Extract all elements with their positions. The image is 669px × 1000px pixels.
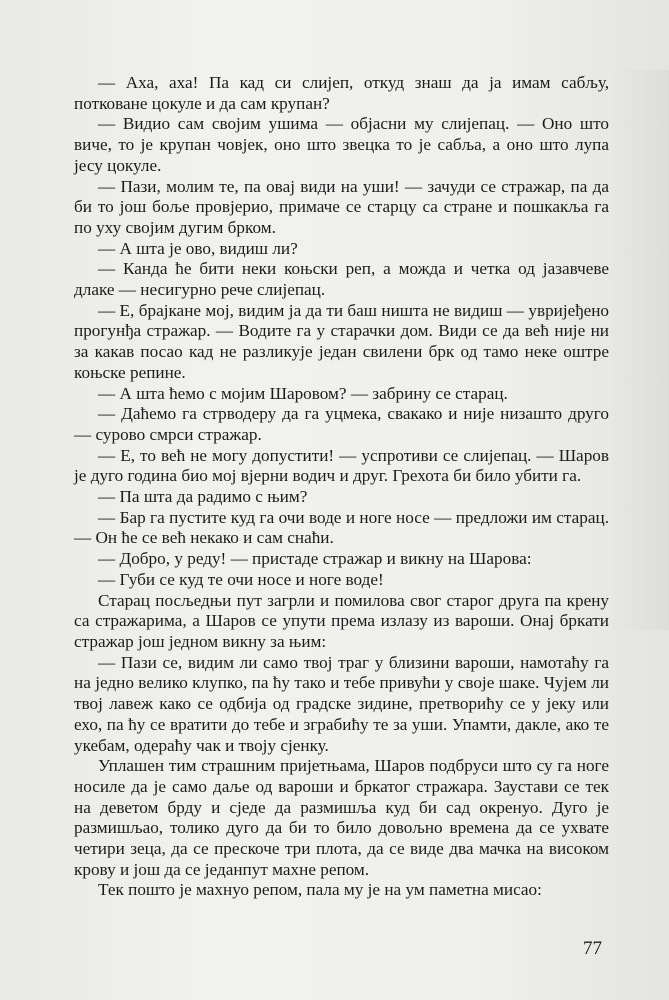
paragraph: — Бар га пустите куд га очи воде и ноге носе — предложи им старац. — Он ће се већ некако и сам снаћи. (74, 507, 609, 548)
paragraph: — Губи се куд те очи носе и ноге воде! (98, 569, 384, 589)
paragraph: — Е, то већ не могу допустити! — успротиви се слијепац. — Шаров је дуго година био мој вјерни водич и друг. Грехота би било убити га. (74, 445, 609, 486)
paragraph: — Пази, молим те, па овај види на уши! — зачуди се стражар, па да би то још боље провјерио, примаче се старцу са стране и пошкакља га по уху својим дугим брком. (74, 176, 609, 237)
paragraph: Старац посљедњи пут загрли и помилова свог старог друга па крену са стражарима, а Шаров се упути према излазу из вароши. Онај бркати стражар још једном викну за њим: (74, 590, 609, 651)
paragraph: — Аха, аха! Па кад си слијеп, откуд знаш да ја имам сабљу, потковане цокуле и да сам крупан? (74, 73, 609, 113)
paragraph: — Даћемо га стрводеру да га уцмека, свакако и није низашто друго — сурово смрси стражар. (74, 404, 609, 444)
paragraph: — Канда ће бити неки коњски реп, а можда и четка од јазавчеве длаке — несигурно рече слијепац. (74, 259, 609, 300)
paragraph: — Е, брајкане мој, видим ја да ти баш ништа не видиш — увријеђено прогунђа стражар. — Водите га у старачки дом. Види се да већ није ни за какав посао кад не разликује један свилени брк од тамо неке оштре коњске репине. (74, 300, 609, 382)
paragraph: — Добро, у реду! — пристаде стражар и викну на Шарова: (98, 549, 532, 569)
paragraph: — А шта је ово, видиш ли? (98, 238, 298, 258)
page-number: 77 (583, 938, 602, 959)
paragraph: — Видио сам својим ушима — објасни му слијепац. — Оно што виче, то је крупан човјек, оно што звецка то је сабља, а оно што лупа јесу цокуле. (74, 114, 609, 175)
paragraph: Уплашен тим страшним пријетњама, Шаров подбруси што су га ноге носиле да је само даље од вароши и бркатог стражара. Заустави се тек на деветом брду и сједе да размишља куд би сад окренуо. Дуго је размишљао, толико дуго да би то било довољно времена да се ухвате четири зеца, да се прескоче три плота, да се виде два мачка на високом крову и још да се једанпут махне репом. (74, 756, 609, 879)
paragraph: Тек пошто је махнуо репом, пала му је на ум паметна мисао: (98, 880, 542, 900)
page-text (74, 73, 609, 901)
paragraph: — Пази се, видим ли само твој траг у близини вароши, намотаћу га на једно велико клупко, па ћу тако и тебе привући у своје шаке. Чујем ли твој лавеж како се одбија од градске зидине, претворићу се у јеку или ехо, па ћу се вратити до тебе и зграбићу те за уши. Упамти, дакле, ако те укебам, одераћу чак и твоју сјенку. (74, 652, 609, 755)
show-through-shadow (609, 70, 669, 630)
paragraph: — Па шта да радимо с њим? (98, 487, 308, 507)
paragraph: — А шта ћемо с мојим Шаровом? — забрину се старац. (98, 383, 508, 403)
